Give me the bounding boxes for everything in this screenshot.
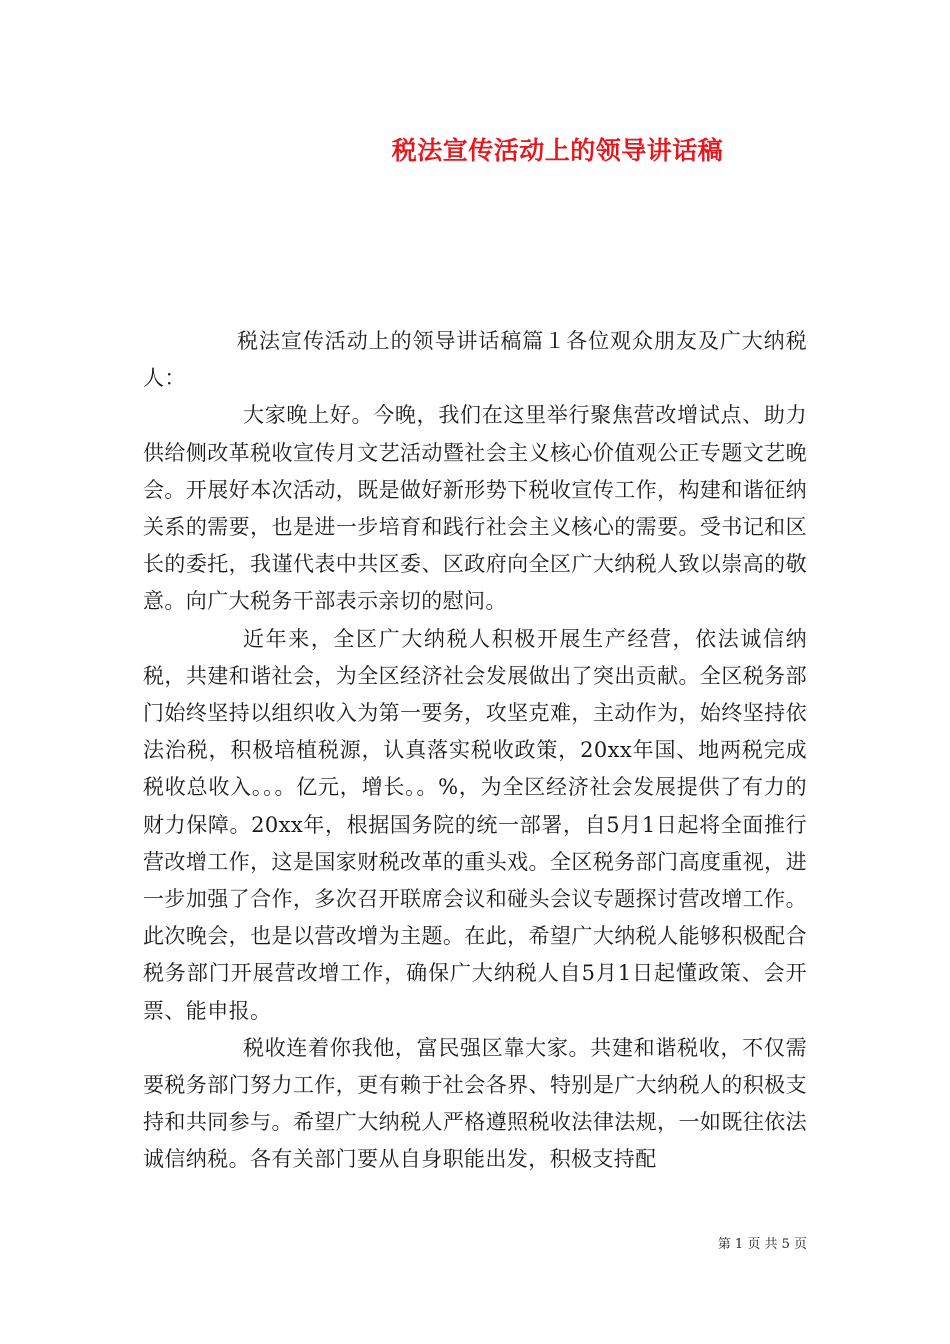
- paragraph-greeting: 大家晚上好。今晚，我们在这里举行聚焦营改增试点、助力供给侧改革税收宣传月文艺活动暨社会主义核心价值观公正专题文艺晚会。开展好本次活动，既是做好新形势下税收宣传工作，构建和谐征纳关系的需要，也是进一步培育和践行社会主义核心的需要。受书记和区长的委托，我谨代表中共区委、区政府向全区广大纳税人致以崇高的敬意。向广大税务干部表示亲切的慰问。: [143, 403, 807, 614]
- paragraph-achievements: 近年来，全区广大纳税人积极开展生产经营，依法诚信纳税，共建和谐社会，为全区经济社会发展做出了突出贡献。全区税务部门始终坚持以组织收入为第一要务，攻坚克难，主动作为，始终坚持依法治税，积极培植税源，认真落实税收政策，20xx年国、地两税完成税收总收入。。。亿元，增长。。%，为全区经济社会发展提供了有力的财力保障。20xx年，根据国务院的统一部署，自5月1日起将全面推行营改增工作，这是国家财税改革的重头戏。全区税务部门高度重视，进一步加强了合作，多次召开联席会议和碰头会议专题探讨营改增工作。此次晚会，也是以营改增为主题。在此，希望广大纳税人能够积极配合税务部门开展营改增工作，确保广大纳税人自5月1日起懂政策、会开票、能申报。: [143, 626, 807, 1023]
- page-number-footer: 第 1 页 共 5 页: [717, 1237, 807, 1252]
- paragraph-appeal: 税收连着你我他，富民强区靠大家。共建和谐税收，不仅需要税务部门努力工作，更有赖于社会各界、特别是广大纳税人的积极支持和共同参与。希望广大纳税人严格遵照税收法律法规，一如既往依法诚信纳税。各有关部门要从自身职能出发，积极支持配: [143, 1035, 807, 1172]
- paragraph-opening: 税法宣传活动上的领导讲话稿篇１各位观众朋友及广大纳税人：: [143, 329, 807, 391]
- document-body: [143, 323, 807, 1179]
- document-title: 税法宣传活动上的领导讲话稿: [391, 136, 724, 165]
